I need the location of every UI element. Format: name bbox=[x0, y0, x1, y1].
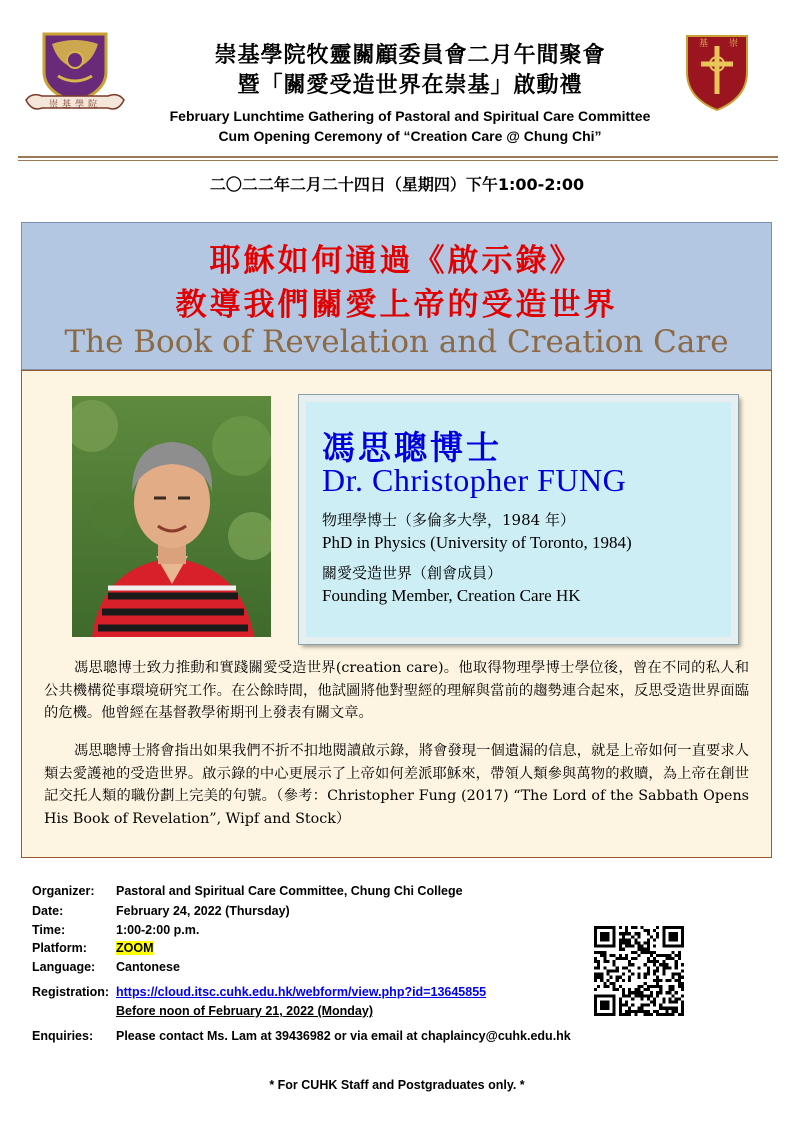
topic-title-zh-line2: 教導我們關愛上帝的受造世界 bbox=[175, 287, 618, 323]
event-date-line: 二〇二二年二月二十四日（星期四）下午1:00-2:00 bbox=[209, 175, 585, 194]
event-title-en-line2: Cum Opening Ceremony of “Creation Care @ Chung Chi” bbox=[218, 128, 602, 144]
organizer-label: Organizer: bbox=[32, 884, 95, 898]
chapel-crest-logo bbox=[683, 32, 751, 112]
enquiries-value: Please contact Ms. Lam at 39436982 or via email at chaplaincy@cuhk.edu.hk bbox=[116, 1029, 571, 1043]
speaker-photo bbox=[72, 396, 271, 637]
event-title-zh-line2: 暨「關愛受造世界在崇基」啟動禮 bbox=[237, 73, 583, 98]
topic-banner bbox=[21, 222, 772, 370]
speaker-degree-en: PhD in Physics (University of Toronto, 1984) bbox=[322, 533, 632, 552]
svg-text:崇基學院: 崇基學院 bbox=[48, 100, 102, 110]
registration-link[interactable]: https://cloud.itsc.cuhk.edu.hk/webform/view.php?id=13645855 bbox=[116, 985, 487, 999]
event-title-zh-line1: 崇基學院牧靈關顧委員會二月午間聚會 bbox=[214, 43, 606, 68]
enquiries-label: Enquiries: bbox=[32, 1029, 94, 1043]
speaker-card bbox=[299, 395, 738, 644]
time-value: 1:00-2:00 p.m. bbox=[116, 923, 200, 937]
date-label: Date: bbox=[32, 904, 64, 918]
registration-deadline: Before noon of February 21, 2022 (Monday) bbox=[116, 1004, 373, 1018]
speaker-name-en: Dr. Christopher FUNG bbox=[322, 462, 627, 498]
registration-label: Registration: bbox=[32, 985, 110, 999]
date-value: February 24, 2022 (Thursday) bbox=[116, 904, 290, 918]
description-paragraph-2: 馮思聰博士將會指出如果我們不折不扣地閱讀啟示錄，將會發現一個遺漏的信息，就是上帝如何一直要求人類去愛護祂的受造世界。啟示錄的中心更展示了上帝如何差派耶穌來，帶領人類參與萬物的救贖，為上帝在創世記交托人類的職份劃上完美的句號。（參考：Christopher Fung (2017) “The Lord of the Sabbath Opens His Book of Revelation”, Wipf and Stock） bbox=[44, 743, 749, 827]
speaker-name-zh: 馮思聰博士 bbox=[322, 428, 502, 467]
platform-value: ZOOM bbox=[116, 941, 154, 955]
speaker-degree-zh: 物理學博士（多倫多大學，1984 年） bbox=[322, 511, 575, 529]
speaker-role-zh: 關愛受造世界（創會成員） bbox=[322, 564, 503, 582]
header-divider-thin bbox=[18, 160, 778, 161]
registration-qr-code[interactable] bbox=[594, 926, 684, 1016]
time-label: Time: bbox=[32, 923, 66, 937]
topic-title-en: The Book of Revelation and Creation Care bbox=[64, 324, 729, 360]
header-divider bbox=[18, 156, 778, 158]
event-title-en-line1: February Lunchtime Gathering of Pastoral and Spiritual Care Committee bbox=[169, 108, 651, 124]
topic-title-zh-line1: 耶穌如何通過《啟示錄》 bbox=[209, 243, 584, 279]
speaker-role-en: Founding Member, Creation Care HK bbox=[322, 586, 581, 605]
language-value: Cantonese bbox=[116, 960, 180, 974]
svg-text:基: 基 bbox=[699, 39, 709, 49]
eligibility-note: * For CUHK Staff and Postgraduates only. * bbox=[269, 1078, 525, 1092]
organizer-value: Pastoral and Spiritual Care Committee, Chung Chi College bbox=[116, 884, 463, 898]
chung-chi-college-logo bbox=[22, 30, 128, 116]
language-label: Language: bbox=[32, 960, 96, 974]
svg-text:崇: 崇 bbox=[729, 39, 739, 49]
platform-label: Platform: bbox=[32, 941, 87, 955]
description-paragraph-1: 馮思聰博士致力推動和實踐關愛受造世界(creation care)。他取得物理學博士學位後，曾在不同的私人和公共機構從事環境研究工作。在公餘時間，他試圖將他對聖經的理解與當前的趨勢連合起來，反思受造世界面臨的危機。他曾經在基督教學術期刊上發表有關文章。 bbox=[44, 660, 749, 721]
